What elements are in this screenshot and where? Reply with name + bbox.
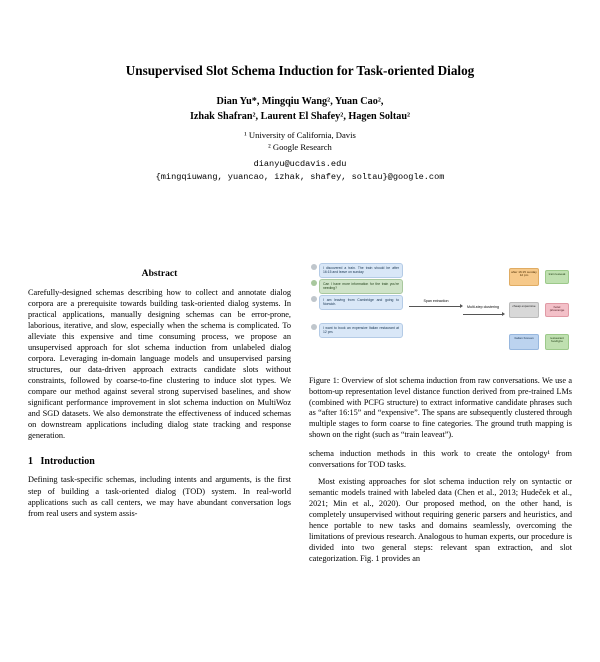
figure-1-caption-text: Overview of slot schema induction from raw conversations. We use a bottom-up representation level distance function derived from pre-trained LMs (combined with PCFG structure) to extract informative candidate phrases such as “after 16:15” and “expensive”. The spans are subsequently clustered through multiple stages to form coarse to fine categories. The ground truth mapping is shown on the right (such as “train leaveat”). xyxy=(309,376,572,440)
ontology-slot-train-leaveat: train leaveat xyxy=(545,270,569,284)
abstract-heading: Abstract xyxy=(141,268,178,279)
avatar xyxy=(311,264,317,270)
figure-1 xyxy=(309,262,572,441)
pipeline-arrow-2-line xyxy=(463,314,503,315)
affiliation-1: ¹ University of California, Davis xyxy=(244,129,356,140)
intro-paragraph-1: Defining task-specific schemas, including intents and arguments, is the first step of building a task-oriented dialog (TOD) system. In real-world applications such as call centers, we may have abundant conversation logs from real users and system assis- xyxy=(28,475,291,518)
dialog-bubble-system-1: Can I have more information for the train you're needing? xyxy=(319,279,403,294)
pipeline-label-span-extraction: Span extraction xyxy=(423,299,449,303)
dialog-bubble-user-1: I discovered a train. The train should be after 16:15 and leave on sunday xyxy=(319,263,403,278)
ontology-span-group-1: after 16:15 sunday 12 pm xyxy=(509,268,539,286)
figure-1-image xyxy=(309,262,572,370)
pipeline-arrow-2-head xyxy=(502,312,505,316)
affiliation-2: ² Google Research xyxy=(268,141,332,152)
email-group: {mingqiuwang, yuancao, izhak, shafey, soltau}@google.com xyxy=(155,171,445,182)
ontology-span-group-2: cheap expensive xyxy=(509,302,539,318)
figure-1-caption xyxy=(309,376,572,441)
pipeline-label-clustering: Multi-step clustering xyxy=(467,305,499,309)
affiliations xyxy=(60,129,540,153)
avatar xyxy=(311,296,317,302)
right-paragraph-1: schema induction methods in this work to create the ontology¹ from conversations for TOD tasks. xyxy=(309,448,572,469)
dialog-bubble-user-2: I am leaving from Cambridge and going to Norwich. xyxy=(319,295,403,310)
figure-1-caption-label: Figure 1: xyxy=(309,376,340,385)
left-column xyxy=(28,262,291,570)
section-heading-introduction xyxy=(28,455,291,468)
abstract-body: Carefully-designed schemas describing how to collect and annotate dialog corpora are a prerequisite towards building task-oriented dialog systems. In practical applications, manually designing schemas can be error-prone, laborious, iterative, and slow, especially when the schema is complicated. To alleviate this expensive and time consuming process, we propose an unsupervised approach for slot schema induction from unlabeled dialog corpora. Leveraging in-domain language models and unsupervised parsing structures, our data-driven approach extracts candidate slots without constraints, followed by coarse-to-fine clustering to induce slot types. We compare our method against several strong supervised baselines, and show significant performance improvement in slot schema induction on MultiWoz and SGD datasets. We also demonstrate the effectiveness of induced schemas on downstream applications including dialog state tracking and response generation. xyxy=(28,287,291,441)
section-number: 1 xyxy=(28,456,33,468)
right-paragraph-2: Most existing approaches for slot schema induction rely on syntactic or semantic models trained with labeled data (Chen et al., 2013; Hudeček et al., 2021; Min et al., 2020). Our proposed method, on the other hand, is completely unsupervised without requiring generic parsers and heuristics, and hence portable to new tasks and domains seamlessly, overcoming the limitations of previous research. Analogous to human experts, our procedure is divided into two general steps: relevant span extraction, and slot categorization. Fig. 1 provides an xyxy=(309,477,572,564)
authors-line-1: Dian Yu*, Mingqiu Wang², Yuan Cao², xyxy=(216,96,384,108)
section-title: Introduction xyxy=(40,456,95,468)
right-column xyxy=(309,262,572,570)
ontology-slot-restaurant-foodtype: restaurant foodtype xyxy=(545,334,569,350)
email-primary: dianyu@ucdavis.edu xyxy=(253,158,347,169)
pipeline-arrow-1-line xyxy=(409,306,461,307)
author-list xyxy=(60,95,540,125)
email-block xyxy=(0,158,600,184)
avatar xyxy=(311,280,317,286)
authors-line-2: Izhak Shafran², Laurent El Shafey², Hagen Soltau² xyxy=(189,110,411,122)
paper-page xyxy=(0,62,600,662)
dialog-bubble-user-3: I want to book an expensive Italian restaurant at 12 pm. xyxy=(319,323,403,338)
page-title: Unsupervised Slot Schema Induction for Task-oriented Dialog xyxy=(125,63,475,78)
ontology-span-group-3: Italian Korean xyxy=(509,334,539,350)
avatar xyxy=(311,324,317,330)
ontology-slot-hotel-pricerange: hotel pricerange xyxy=(545,303,569,317)
two-column-body xyxy=(0,262,600,570)
